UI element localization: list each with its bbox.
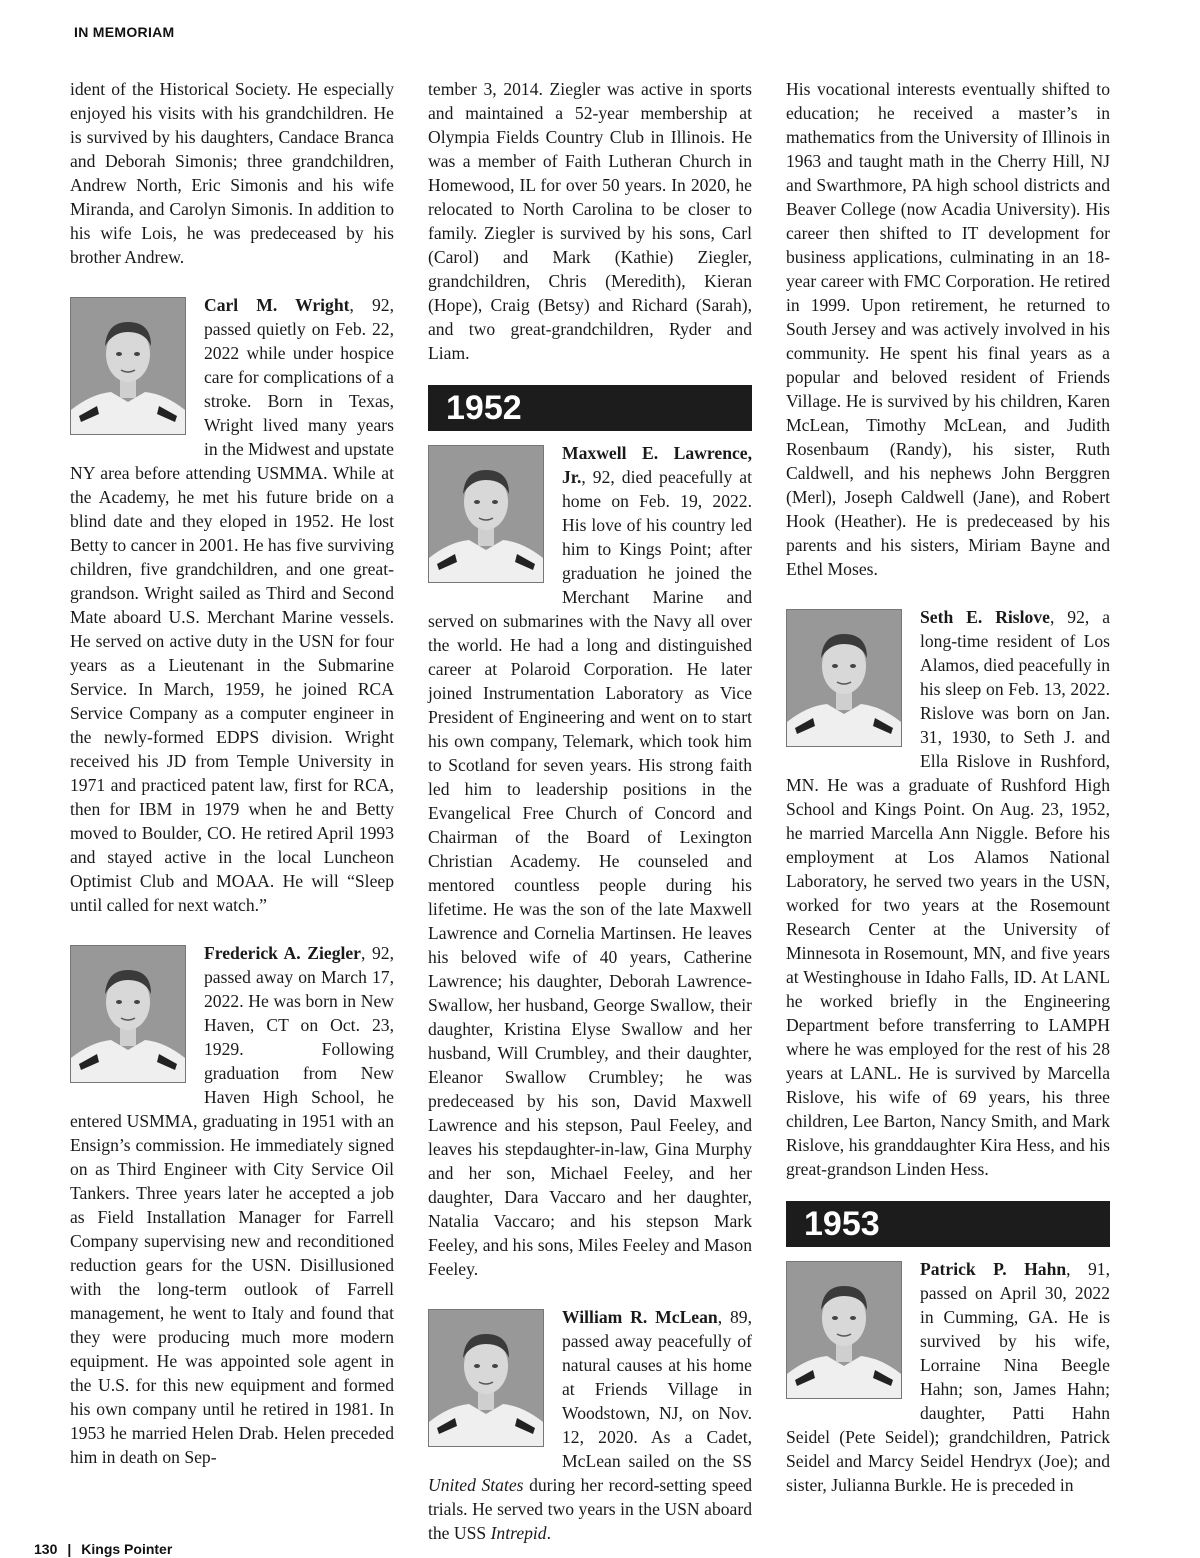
class-year-banner: 1952 (428, 385, 752, 431)
obituary-name: Maxwell E. Lawrence, Jr. (562, 443, 752, 487)
obituary-body: , 92, passed away on March 17, 2022. He was born in New Haven, CT on Oct. 23, 1929. Following graduation from New Haven High School, he entered USMMA, graduating in 1951 with an Ensign’s commission. He immediately signed on as Third Engineer with City Service Oil Tankers. Three years later he accepted a job as Field Installation Manager for Farrell Company supervising new and reconditioned reduction gears for the USN. Disillusioned with the long-term outlook of Farrell management, he went to Italy and found that they were producing much more modern equipment. He was appointed sole agent in the U.S. for this new equipment and formed his own company until he retired in 1981. In 1953 he married Helen Drab. Helen preceded him in death on Sep- (70, 943, 394, 1467)
portrait-photo-lawrence (428, 445, 544, 583)
obituary-body: , 92, a long-time resident of Los Alamos, died peacefully in his sleep on Feb. 13, 2022. Rislove was born on Jan. 31, 1930, to Seth J. and Ella Rislove in Rushford, MN. He was a graduate of Rushford High School and Kings Point. On Aug. 23, 1952, he married Marcella Ann Niggle. Before his employment at Los Alamos National Laboratory, he served two years in the USN, worked for two years at the Rosemount Research Center at the University of Minnesota in Rosemount, MN, and five years at Westinghouse in Idaho Falls, ID. At LANL he worked briefly in the Engineering Department before transferring to LAMPH where he was employed for the rest of his 28 years at LANL. He is survived by Marcella Rislove, his wife of 69 years, his three children, Lee Barton, Nancy Smith, and Mark Rislove, his granddaughter Kira Hess, and his great-grandson Linden Hess. (786, 607, 1110, 1179)
column-1 (70, 77, 394, 1469)
obituary-body: , 91, passed on April 30, 2022 in Cumming, GA. He is survived by his wife, Lorraine Nina Beegle Hahn; son, James Hahn; daughter, Patti Hahn Seidel (Pete Seidel); grandchildren, Patrick Seidel and Marcy Seidel Hendryx (Joe); and sister, Julianna Burkle. He is preceded in (786, 1259, 1110, 1495)
page-number: 130 (34, 1541, 58, 1557)
obituary-name: William R. McLean (562, 1307, 718, 1327)
obituary-name: Patrick P. Hahn (920, 1259, 1067, 1279)
continued-obituary-text: His vocational interests eventually shifted to education; he received a master’s in mathematics from the University of Illinois in 1963 and taught math in the Cherry Hill, NJ and Swarthmore, PA high school districts and Beaver College (now Acadia University). His career then shifted to IT development for business applications, culminating in an 18-year career with FMC Corporation. He retired in 1999. Upon retirement, he returned to South Jersey and was actively involved in his community. He spent his final years as a popular and beloved resident of Friends Village. He is survived by his children, Karen McLean, Timothy McLean, and Judith Rosenbaum (Randy), his sister, Ruth Caldwell, and his nephews John Berggren (Merl), Joseph Caldwell (Jane), and Robert Hook (Heather). He is predeceased by his parents and his sisters, Miriam Bayne and Ethel Moses. (786, 79, 1110, 579)
ship-name: Intrepid (490, 1523, 547, 1543)
portrait-photo-mclean (428, 1309, 544, 1447)
obituary-body: . (546, 1523, 552, 1543)
page-footer (34, 1541, 172, 1557)
ship-name: United States (428, 1475, 524, 1495)
publication-name: Kings Pointer (81, 1541, 173, 1557)
obituary-body: , 89, passed away peacefully of natural causes at his home at Friends Village in Woodstown, NJ, on Nov. 12, 2020. As a Cadet, McLean sailed on the SS (562, 1307, 752, 1471)
column-2 (428, 77, 752, 1545)
class-year-banner: 1953 (786, 1201, 1110, 1247)
obituary-name: Carl M. Wright (204, 295, 350, 315)
footer-separator: | (67, 1541, 72, 1557)
obituary-body: , 92, passed quietly on Feb. 22, 2022 while under hospice care for complications of a stroke. Born in Texas, Wright lived many years in the Midwest and upstate NY area before attending USMMA. While at the Academy, he met his future bride on a blind date and they eloped in 1952. He lost Betty to cancer in 2001. He has five surviving children, five grandchildren, and one great-grandson. Wright sailed as Third and Second Mate aboard U.S. Merchant Marine vessels. He served on active duty in the USN for four years as a Lieutenant in the Submarine Service. In March, 1959, he joined RCA Service Company as a computer engineer in the newly-formed EDPS division. Wright received his JD from Temple University in 1971 and practiced patent law, first for RCA, then for IBM in 1979 when he and Betty moved to Boulder, CO. He retired April 1993 and stayed active in the local Luncheon Optimist Club and MOAA. He will “Sleep until called for next watch.” (70, 295, 394, 915)
portrait-photo-hahn (786, 1261, 902, 1399)
continued-obituary-text: tember 3, 2014. Ziegler was active in sports and maintained a 52-year membership at Olympia Fields Country Club in Illinois. He was a member of Faith Lutheran Church in Homewood, IL for over 50 years. In 2020, he relocated to North Carolina to be closer to family. Ziegler is survived by his sons, Carl (Carol) and Mark (Kathie) Ziegler, grandchildren, Chris (Meredith), Kieran (Hope), Craig (Betsy) and Richard (Sarah), and two great-grandchildren, Ryder and Liam. (428, 79, 752, 363)
portrait-photo-wright (70, 297, 186, 435)
section-label: IN MEMORIAM (74, 24, 175, 40)
obituary-body: during her record-setting speed trials. He served two years in the USN aboard the USS (428, 1475, 752, 1543)
obituary-name: Frederick A. Ziegler (204, 943, 361, 963)
portrait-photo-rislove (786, 609, 902, 747)
obituary-name: Seth E. Rislove (920, 607, 1050, 627)
continued-obituary-text: ident of the Historical Society. He especially enjoyed his visits with his grandchildren. He is survived by his daughters, Candace Branca and Deborah Simonis; three grandchildren, Andrew North, Eric Simonis and his wife Miranda, and Carolyn Simonis. In addition to his wife Lois, he was predeceased by his brother Andrew. (70, 79, 394, 267)
column-3 (786, 77, 1110, 1497)
portrait-photo-ziegler (70, 945, 186, 1083)
obituary-body: , 92, died peacefully at home on Feb. 19, 2022. His love of his country led him to Kings Point; after graduation he joined the Merchant Marine and served on submarines with the Navy all over the world. He had a long and distinguished career at Polaroid Corporation. He later joined Instrumentation Laboratory as Vice President of Engineering and went on to start his own company, Telemark, which took him to Scotland for seven years. His strong faith led him to leadership positions in the Evangelical Free Church of Concord and Chairman of the Board of Lexington Christian Academy. He counseled and mentored countless people during his lifetime. He was the son of the late Maxwell Lawrence and Cornelia Martinsen. He leaves his beloved wife of 40 years, Catherine Lawrence; his daughter, Deborah Lawrence-Swallow, her husband, George Swallow, their daughter, Kristina Elyse Swallow and her husband, Will Crumbley, and their daughter, Eleanor Swallow Crumbley; he was predeceased by his son, David Maxwell Lawrence and his stepson, Paul Feeley, and leaves his stepdaughter-in-law, Gina Murphy and her son, Michael Feeley, and her daughter, Dara Vaccaro and her daughter, Natalia Vaccaro; and his stepson Mark Feeley, and his sons, Miles Feeley and Mason Feeley. (428, 467, 752, 1279)
